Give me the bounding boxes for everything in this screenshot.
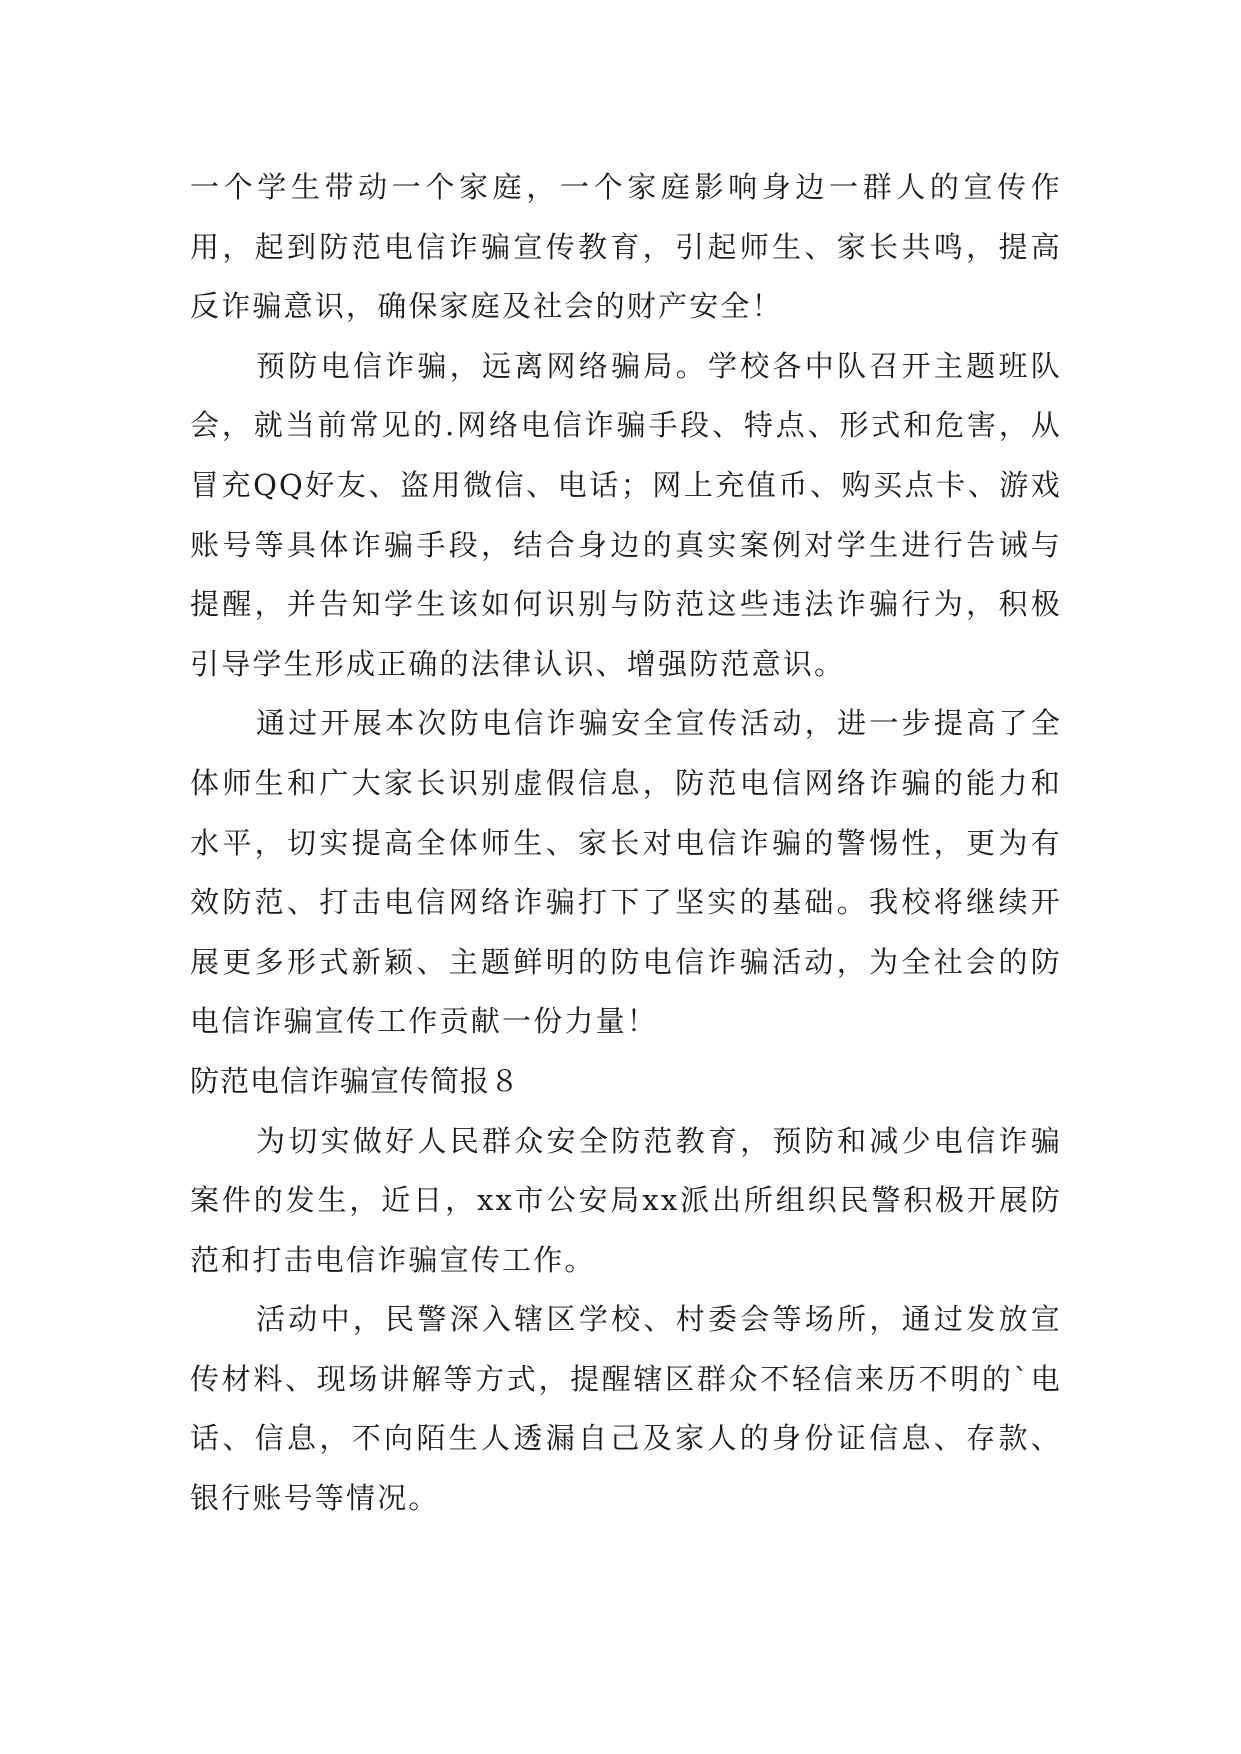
paragraph: 预防电信诈骗，远离网络骗局。学校各中队召开主题班队会，就当前常见的.网络电信诈骗手段、特点、形式和危害，从冒充QQ好友、盗用微信、电话；网上充值币、购买点卡、游戏账号等具体诈骗手段，结合身边的真实案例对学生进行告诫与提醒，并告知学生该如何识别与防范这些违法诈骗行为，积极引导学生形成正确的法律认识、增强防范意识。 — [190, 348, 1062, 681]
paragraph-continued: 一个学生带动一个家庭，一个家庭影响身边一群人的宣传作用，起到防范电信诈骗宣传教育，引起师生、家长共鸣，提高反诈骗意识，确保家庭及社会的财产安全！ — [190, 170, 1062, 324]
paragraph: 活动中，民警深入辖区学校、村委会等场所，通过发放宣传材料、现场讲解等方式，提醒辖区群众不轻信来历不明的`电话、信息，不向陌生人透漏自己及家人的身份证信息、存款、银行账号等情况。 — [190, 1302, 1062, 1516]
document-body — [190, 158, 1062, 1529]
paragraph: 通过开展本次防电信诈骗安全宣传活动，进一步提高了全体师生和广大家长识别虚假信息，防范电信网络诈骗的能力和水平，切实提高全体师生、家长对电信诈骗的警惕性，更为有效防范、打击电信网络诈骗打下了坚实的基础。我校将继续开展更多形式新颖、主题鲜明的防电信诈骗活动，为全社会的防电信诈骗宣传工作贡献一份力量！ — [190, 706, 1062, 1039]
paragraph: 为切实做好人民群众安全防范教育，预防和减少电信诈骗案件的发生，近日，xx市公安局xx派出所组织民警积极开展防范和打击电信诈骗宣传工作。 — [190, 1123, 1062, 1277]
section-heading: 防范电信诈骗宣传简报８ — [190, 1063, 521, 1098]
